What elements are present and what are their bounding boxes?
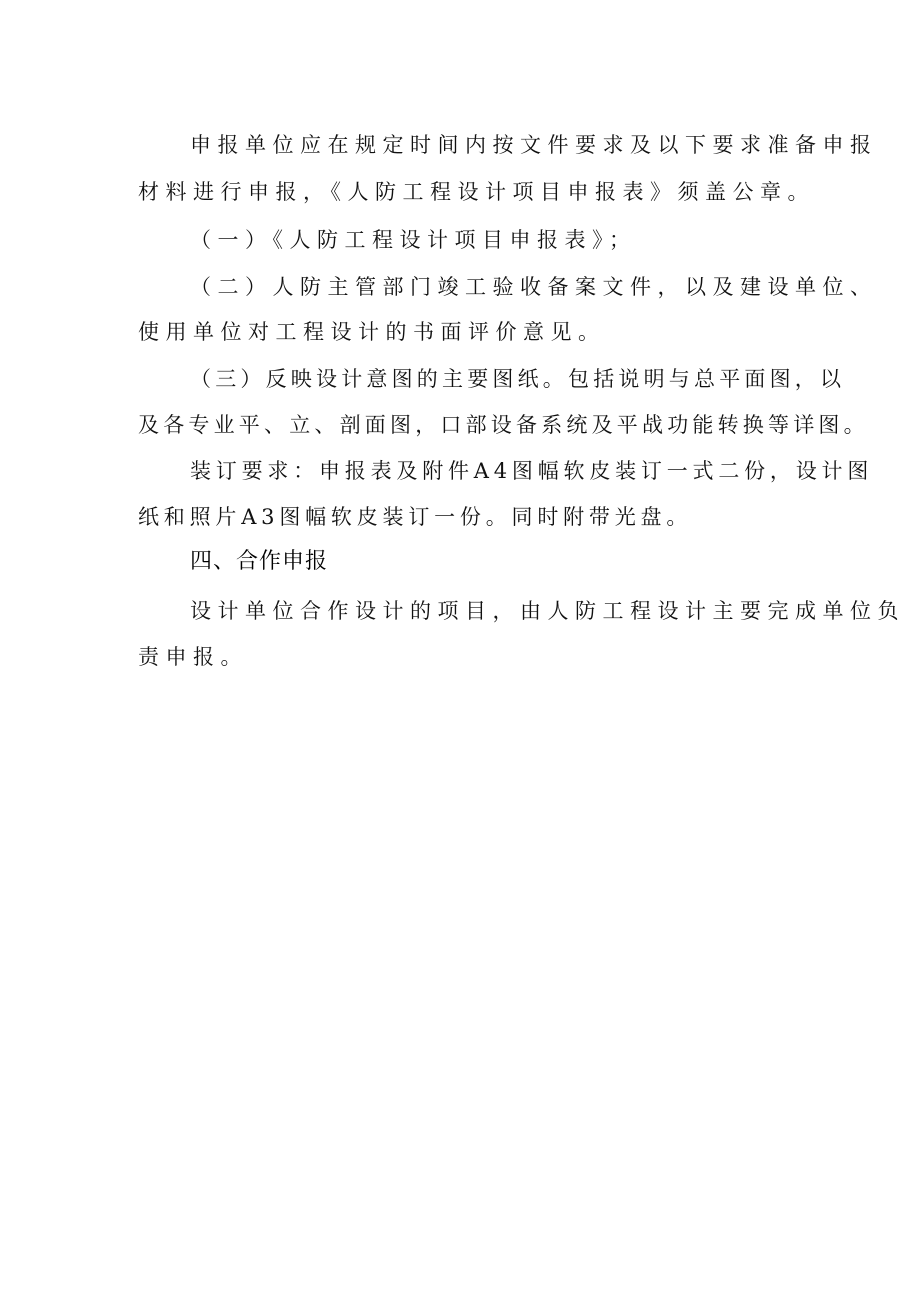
closing-paragraph-line: 责申报。 [138, 645, 248, 669]
list-item-3: （三）反映设计意图的主要图纸。包括说明与总平面图，以 [190, 367, 846, 391]
section-heading: 四、合作申报 [190, 549, 329, 574]
list-item-2: （二）人防主管部门竣工验收备案文件，以及建设单位、 [190, 275, 878, 299]
list-item-2-continued: 使用单位对工程设计的书面评价意见。 [138, 320, 606, 344]
list-item-3-continued: 及各专业平、立、剖面图，口部设备系统及平战功能转换等详图。 [138, 413, 869, 437]
closing-paragraph-line: 设计单位合作设计的项目，由人防工程设计主要完成单位负 [190, 599, 905, 623]
list-item-1: （一）《人防工程设计项目申报表》； [190, 228, 637, 252]
paragraph-line: 申报单位应在规定时间内按文件要求及以下要求准备申报 [190, 133, 878, 157]
binding-requirement: 装订要求：申报表及附件A4图幅软皮装订一式二份，设计图 [190, 459, 874, 483]
paragraph-line: 材料进行申报，《人防工程设计项目申报表》须盖公章。 [138, 180, 815, 204]
binding-requirement-continued: 纸和照片A3图幅软皮装订一份。同时附带光盘。 [138, 505, 693, 529]
